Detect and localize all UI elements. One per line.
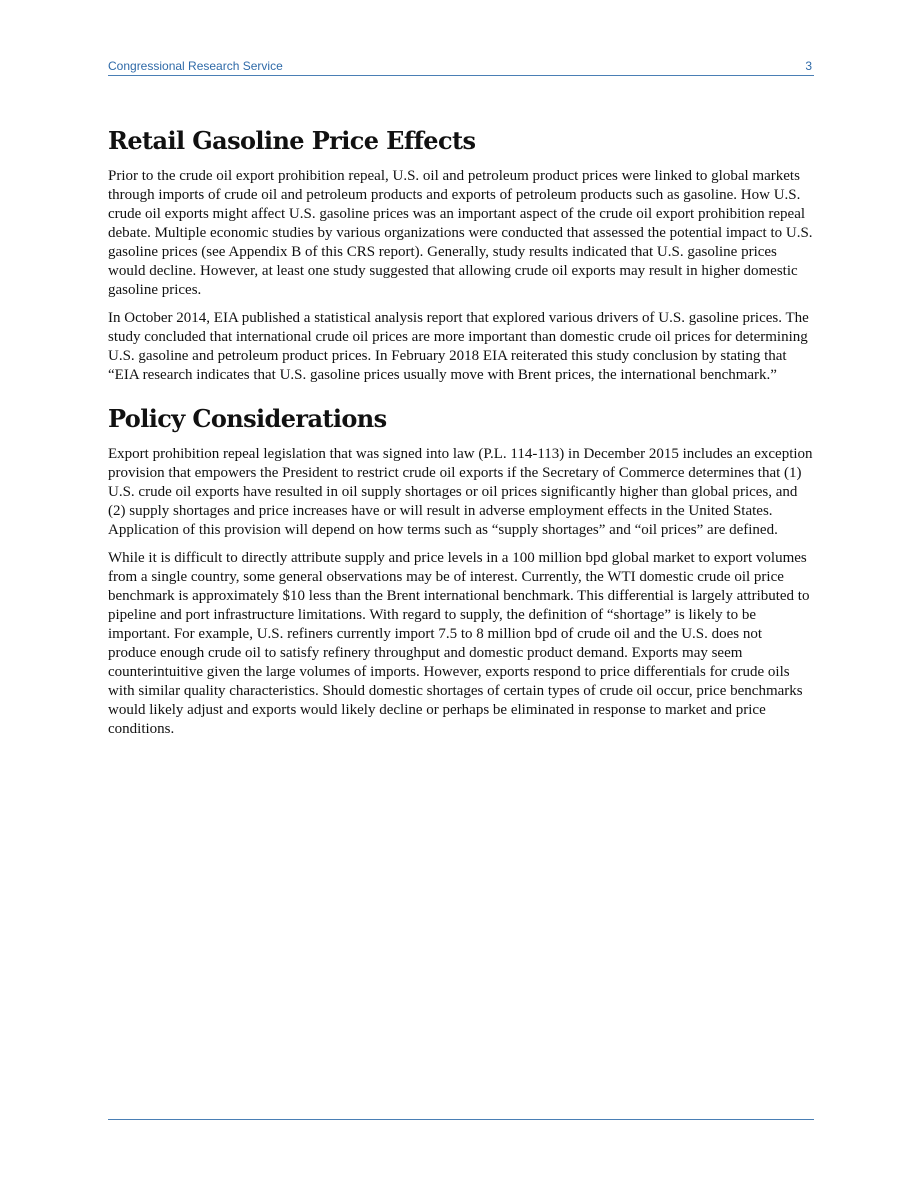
publisher-name: Congressional Research Service [108,59,283,73]
section-heading: Policy Considerations [108,404,387,433]
section-policy-considerations [108,402,814,739]
footer-rule [108,1119,814,1120]
paragraph: In October 2014, EIA published a statistical analysis report that explored various drivers of U.S. gasoline prices. The study concluded that international crude oil prices are more important than domestic crude oil prices for determining U.S. gasoline and petroleum product prices. In February 2018 EIA reiterated this study conclusion by stating that “EIA research indicates that U.S. gasoline prices usually move with Brent prices, the international benchmark.” [108,310,809,383]
paragraph: Export prohibition repeal legislation that was signed into law (P.L. 114-113) in December 2015 includes an exception provision that empowers the President to restrict crude oil exports if the Secretary of Commerce determines that (1) U.S. crude oil exports have resulted in oil supply shortages or oil prices significantly higher than global prices, and (2) supply shortages and price increases have or will result in adverse employment effects in the United States. Application of this provision will depend on how terms such as “supply shortages” and “oil prices” are defined. [108,446,813,538]
page-header [108,58,814,76]
section-heading: Retail Gasoline Price Effects [108,126,476,155]
document-body [108,124,814,748]
page-number: 3 [805,59,812,73]
section-retail-gasoline-price-effects [108,124,814,385]
paragraph: Prior to the crude oil export prohibition repeal, U.S. oil and petroleum product prices were linked to global markets through imports of crude oil and petroleum products and exports of petroleum products such as gasoline. How U.S. crude oil exports might affect U.S. gasoline prices was an important aspect of the crude oil export prohibition repeal debate. Multiple economic studies by various organizations were conducted that assessed the potential impact to U.S. gasoline prices (see Appendix B of this CRS report). Generally, study results indicated that U.S. gasoline prices would decline. However, at least one study suggested that allowing crude oil exports may result in higher domestic gasoline prices. [108,168,813,298]
paragraph: While it is difficult to directly attribute supply and price levels in a 100 million bpd global market to export volumes from a single country, some general observations may be of interest. Currently, the WTI domestic crude oil price benchmark is approximately $10 less than the Brent international benchmark. This differential is largely attributed to pipeline and port infrastructure limitations. With regard to supply, the definition of “shortage” is likely to be important. For example, U.S. refiners currently import 7.5 to 8 million bpd of crude oil and the U.S. does not produce enough crude oil to satisfy refinery throughput and domestic product demand. Exports may seem counterintuitive given the large volumes of imports. However, exports respond to price differentials for crude oils with similar quality characteristics. Should domestic shortages of certain types of crude oil occur, price benchmarks would likely adjust and exports would likely decline or perhaps be eliminated in response to market and price conditions. [108,550,810,737]
